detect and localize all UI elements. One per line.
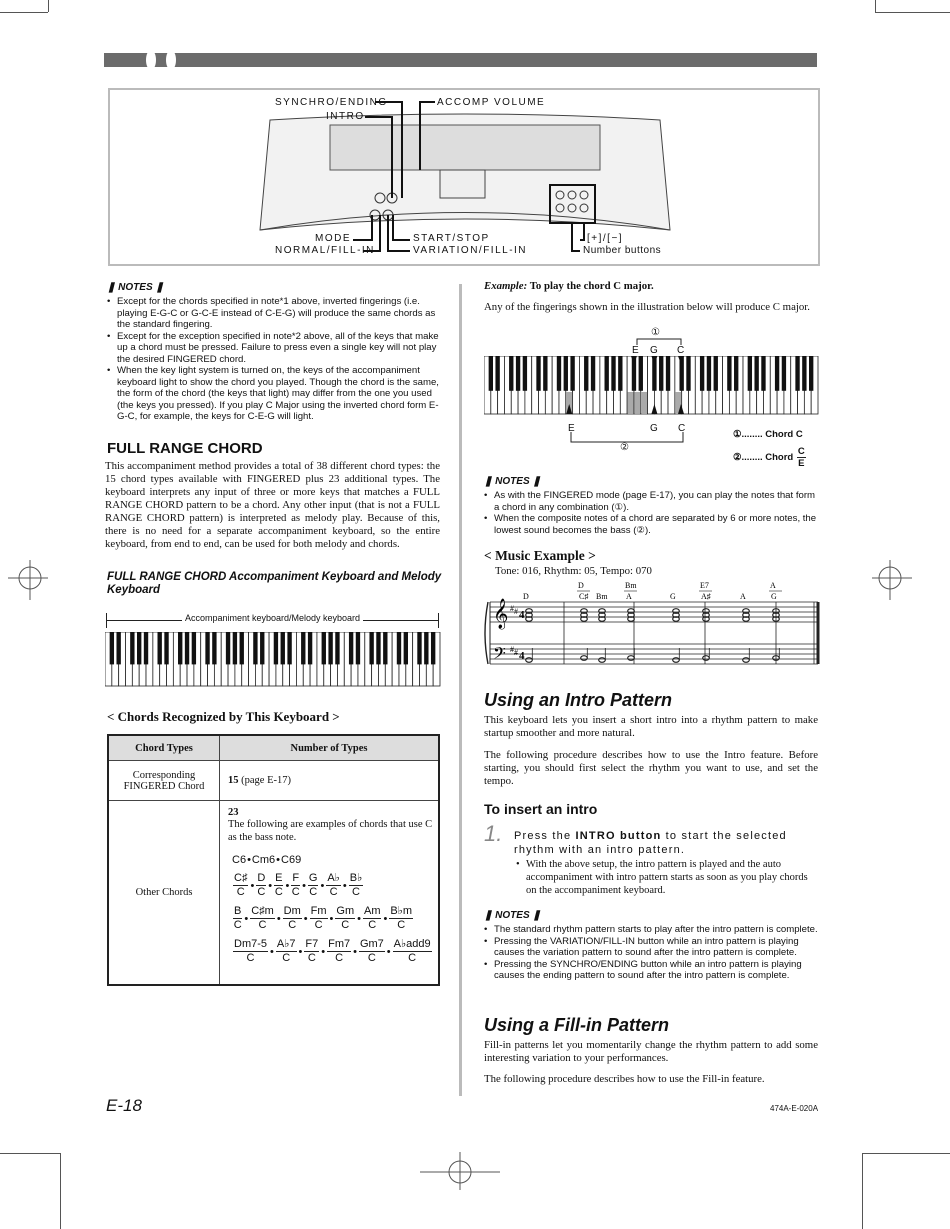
chord-example: $\frac{Am}{C}$ [363, 905, 381, 932]
black-key [700, 356, 704, 391]
black-key [584, 356, 588, 391]
chord-example: $\frac{C♯m}{C}$ [251, 905, 274, 932]
black-key [639, 356, 643, 391]
chords-table [107, 734, 440, 986]
example-body: Any of the fingerings shown in the illustration below will produce C major. [484, 301, 810, 313]
chord-example: $\frac{F7}{C}$ [305, 938, 319, 965]
black-key [431, 632, 435, 664]
crop-mark [0, 1153, 60, 1154]
intro-para-1: This keyboard lets you insert a short intro into a rhythm pattern to make startup smoother and more natural. [484, 714, 818, 739]
black-key [308, 632, 312, 664]
black-key [714, 356, 718, 391]
black-key [383, 632, 387, 664]
crop-mark [862, 1153, 863, 1229]
treble-clef: 𝄞 [493, 599, 509, 629]
black-key [611, 356, 615, 391]
col-header-chord-types: Chord Types [108, 735, 220, 761]
black-key [164, 632, 168, 664]
notes-heading: ❚ NOTES ❚ [484, 910, 541, 921]
cell-fingered: Corresponding FINGERED Chord [108, 761, 220, 801]
crop-mark [875, 0, 876, 12]
section-title-intro: Using an Intro Pattern [484, 690, 673, 710]
black-key [795, 356, 799, 391]
black-key [564, 356, 568, 391]
crop-mark [862, 1153, 950, 1154]
chord-separator-dot: • [276, 854, 281, 867]
staff-brace [485, 602, 488, 664]
label-start-stop: START/STOP [413, 233, 490, 244]
note-item: • As with the FINGERED mode (page E-17), you can play the notes that form a chord in any combination (①). [482, 490, 820, 513]
legend-chord-c: ①........ Chord C [733, 429, 803, 440]
cell-fingered-count: 15 (page E-17) [220, 761, 440, 801]
chord-separator-dot: • [383, 912, 388, 925]
chord-example: $\frac{B♭m}{C}$ [390, 905, 413, 932]
notes-list [482, 490, 820, 536]
notes-list [105, 296, 441, 423]
step-bullets [514, 858, 820, 897]
key-signature-sharp: # [514, 607, 518, 616]
black-key [570, 356, 574, 391]
circle-label-1: ① [651, 327, 660, 338]
bass-clef: 𝄢 [493, 643, 506, 667]
chord-symbol: A [770, 582, 776, 590]
note-item: • Except for the chords specified in note*1 above, inverted fingerings (i.e. playing E-G-C or G-C-E instead of C-E-G) will produce the same chords as the standard fingering. [105, 296, 441, 331]
note-item: • Pressing the VARIATION/FILL-IN button while an intro pattern is playing causes the variation pattern to sound after the intro pattern is complete. [482, 936, 820, 959]
black-key [417, 632, 421, 664]
chords-table-title: < Chords Recognized by This Keyboard > [107, 709, 340, 724]
circle-label-2: ② [620, 442, 629, 453]
black-key [137, 632, 141, 664]
cell-other-chords-detail: 23 The following are examples of chords that use C as the bass note. C6•Cm6•C69 $\frac{C♯}{C}$ • $\frac{D}{C}$ • $\frac{E}{C}$ • $\frac{F}{C}$ • $\frac{G}{C}$ • $\frac{A♭}{C}$ • $\frac{B♭}{C}$ $\frac{B}{C}$ • $\frac{C♯m}{C}$ • $\frac{Dm}{C}$ • $\frac{Fm}{C}$ • $\frac{Gm}{C}$ • $\frac{Am}{C}$ • $\frac{B♭m}{C}$ $\frac{Dm7-5}{C}$ • $\frac{A♭7}{C}$ • $\frac{F7}{C}$ • $\frac{Fm7}{C}$ • $\frac{Gm7}{C}$ • $\frac{\text{A♭add9}}{C}$ [220, 801, 440, 985]
chord-separator-dot: • [302, 879, 306, 892]
black-key [240, 632, 244, 664]
black-key [659, 356, 663, 391]
note-head [581, 656, 588, 661]
black-key [178, 632, 182, 664]
chord-separator-dot: • [321, 945, 326, 958]
page-number: E-18 [106, 1096, 142, 1115]
black-key [287, 632, 291, 664]
chord-example: $\frac{F}{C}$ [291, 872, 300, 899]
label-variation-fill-in: VARIATION/FILL-IN [413, 245, 528, 256]
chord-example: $\frac{B♭}{C}$ [349, 872, 363, 899]
black-key [404, 632, 408, 664]
black-key [397, 632, 401, 664]
chord-examples-line [232, 872, 434, 899]
note-head [673, 658, 680, 663]
notes-heading: ❚ NOTES ❚ [484, 476, 541, 487]
black-key [185, 632, 189, 664]
black-key [205, 632, 209, 664]
registration-mark [8, 560, 48, 600]
chord-separator-dot: • [303, 912, 308, 925]
chord-example: $\frac{Gm}{C}$ [336, 905, 355, 932]
black-key [226, 632, 230, 664]
note-item: • Except for the exception specified in note*2 above, all of the keys that make up a chord must be pressed. Failure to press even a single key will not play the desired FINGERED chord. [105, 331, 441, 366]
note-item: • When the key light system is turned on, the keys of the accompaniment keyboard light to show the chord you played. Though the chord is the same, the form of the chord (the keys that light) may differ from the one you used (the keys you pressed). If you play C Major using the inverted chord form E-G-C, for example, the keys for C-E-G will light. [105, 365, 441, 423]
header-bar [104, 53, 817, 67]
label-number-buttons: Number buttons [583, 245, 662, 256]
black-key [192, 632, 196, 664]
chord-example: $\frac{C♯}{C}$ [234, 872, 248, 899]
black-key [523, 356, 527, 391]
fill-in-para-1: Fill-in patterns let you momentarily change the rhythm pattern to add some interesting variation to your performances. [484, 1039, 818, 1064]
label-plus-minus: [+]/[−] [587, 233, 624, 244]
black-key [274, 632, 278, 664]
note-item: • When the composite notes of a chord are separated by 6 or more notes, the lowest sound becomes the bass (②). [482, 513, 820, 536]
chord-example: $\frac{B}{C}$ [233, 905, 242, 932]
chord-examples-line [232, 854, 434, 866]
black-key [281, 632, 285, 664]
keyboard-subtitle: FULL RANGE CHORD Accompaniment Keyboard and Melody Keyboard [107, 571, 442, 596]
black-key [335, 632, 339, 664]
chord-separator-dot: • [285, 879, 290, 892]
black-key [233, 632, 237, 664]
black-key [489, 356, 493, 391]
chord-example: $\frac{Dm}{C}$ [283, 905, 301, 932]
crop-mark [0, 12, 48, 13]
black-key [761, 356, 765, 391]
crop-mark [875, 12, 950, 13]
black-key [349, 632, 353, 664]
black-key [686, 356, 690, 391]
full-range-keyboard [105, 632, 441, 687]
chord-separator-dot: • [353, 945, 357, 958]
chord-separator-dot: • [276, 912, 281, 925]
fill-in-para-2: The following procedure describes how to use the Fill-in feature. [484, 1073, 765, 1085]
registration-mark [420, 1150, 500, 1190]
full-range-body: This accompaniment method provides a total of 38 different chord types: the 15 chord types available with FINGERED plus 23 additional types. The keyboard interprets any input of three or more keys that matches a FULL RANGE CHORD pattern to be a chord. Any other input (that is not a FULL RANGE CHORD pattern) is interpreted as melody play. Because of this, there is no need for a separate accompaniment keyboard, so the entire keyboard, from end to end, can be used for both melody and chords. [105, 460, 440, 550]
chord-example: $\frac{Dm7-5}{C}$ [234, 938, 268, 965]
chord-separator-dot: • [250, 879, 255, 892]
note-head [703, 656, 710, 661]
notes-heading: ❚ NOTES ❚ [107, 282, 164, 293]
chord-separator-dot: • [268, 879, 273, 892]
black-key [543, 356, 547, 391]
note-head [743, 658, 750, 663]
chord-example: $\frac{Gm7}{C}$ [359, 938, 384, 965]
black-key [727, 356, 731, 391]
chord-examples-line [232, 905, 434, 932]
highlighted-key [634, 392, 640, 413]
note-item: • The standard rhythm pattern starts to play after the intro pattern is complete. [482, 924, 820, 936]
black-key [322, 632, 326, 664]
intro-para-2: The following procedure describes how to use the Intro feature. Before starting, you should first select the rhythm you want to use, and set the tempo. [484, 749, 818, 787]
col-header-number-of-types: Number of Types [220, 735, 440, 761]
crop-mark [60, 1153, 61, 1229]
black-key [516, 356, 520, 391]
chord-example: C6 [232, 854, 247, 866]
highlighted-key [641, 392, 647, 413]
label-normal-fill-in: NORMAL/FILL-IN [275, 245, 375, 256]
highlighted-key [628, 392, 634, 413]
chord-separator-dot: • [386, 945, 391, 958]
chord-example: $\frac{G}{C}$ [308, 872, 318, 899]
chord-symbol: G [670, 592, 676, 601]
label-intro: INTRO [326, 111, 365, 122]
header-bar-notch [166, 50, 176, 70]
black-key [144, 632, 148, 664]
black-key [212, 632, 216, 664]
c-major-keyboard [484, 356, 819, 418]
chord-separator-dot: • [357, 912, 361, 925]
chord-symbol: D [523, 592, 529, 601]
chord-example: $\frac{Fm}{C}$ [310, 905, 327, 932]
chord-separator-dot: • [342, 879, 347, 892]
black-key [110, 632, 114, 664]
black-key [130, 632, 134, 664]
chord-symbol: Bm [625, 582, 637, 590]
key-signature-sharp: # [510, 645, 514, 654]
full-range-keyboard-label: Accompaniment keyboard/Melody keyboard [106, 613, 439, 623]
label-mode: MODE [315, 233, 351, 244]
subsection-insert-intro: To insert an intro [484, 801, 598, 817]
chord-symbol: D [578, 582, 584, 590]
column-divider [459, 284, 462, 1096]
chord-symbol-bass: C♯ [579, 592, 589, 601]
black-key [748, 356, 752, 391]
chord-separator-dot: • [270, 945, 274, 958]
black-key [495, 356, 499, 391]
header-bar-notch [146, 50, 156, 70]
chord-symbol: Bm [596, 592, 608, 601]
chord-example: $\frac{A♭}{C}$ [327, 872, 340, 899]
chord-separator-dot: • [329, 912, 334, 925]
note-item: • Pressing the SYNCHRO/ENDING button while an intro pattern is playing causes the ending pattern to sound after the intro pattern is complete. [482, 959, 820, 982]
bottom-note-g: G [650, 423, 658, 434]
top-note-e: E [632, 345, 639, 356]
chord-example: C69 [281, 854, 302, 866]
chord-symbol-bass: A♯ [701, 592, 711, 601]
music-example-info: Tone: 016, Rhythm: 05, Tempo: 070 [495, 565, 652, 577]
document-code: 474A-E-020A [770, 1104, 819, 1113]
section-title-full-range: FULL RANGE CHORD [107, 440, 263, 457]
chord-separator-dot: • [298, 945, 303, 958]
black-key [369, 632, 373, 664]
cell-other-chords: Other Chords [108, 801, 220, 985]
key-signature-sharp: # [514, 648, 518, 657]
registration-mark [872, 560, 912, 600]
top-note-c: C [677, 345, 685, 356]
black-key [356, 632, 360, 664]
black-key [809, 356, 813, 391]
keyboard-panel-illustration [108, 88, 820, 266]
music-score [484, 582, 820, 674]
section-title-fill-in: Using a Fill-in Pattern [484, 1015, 670, 1035]
black-key [782, 356, 786, 391]
chord-example: Cm6 [251, 854, 276, 866]
step-bullet: • With the above setup, the intro pattern is played and the auto accompaniment with intro pattern starts as soon as you play chords on the accompaniment keyboard. [514, 858, 820, 897]
black-key [618, 356, 622, 391]
black-key [376, 632, 380, 664]
black-key [301, 632, 305, 664]
chord-symbol: A [740, 592, 746, 601]
black-key [754, 356, 758, 391]
black-key [775, 356, 779, 391]
label-accomp-volume: ACCOMP VOLUME [437, 97, 546, 108]
note-head [628, 656, 635, 661]
black-key [116, 632, 120, 664]
chord-symbol: E7 [700, 582, 709, 590]
chord-example: $\frac{\text{A♭add9}}{C}$ [393, 938, 431, 965]
chord-separator-dot: • [247, 854, 251, 867]
crop-mark [48, 0, 49, 12]
key-signature-sharp: # [510, 604, 514, 613]
black-key [591, 356, 595, 391]
legend-chord-c-over-e: ②........ Chord $\frac{C}{E}$ [733, 446, 805, 469]
chord-symbol-bass: A [626, 592, 632, 601]
notes-list [482, 924, 820, 982]
chord-example: $\frac{Fm7}{C}$ [328, 938, 351, 965]
black-key [424, 632, 428, 664]
black-key [734, 356, 738, 391]
black-key [605, 356, 609, 391]
black-key [328, 632, 332, 664]
black-key [536, 356, 540, 391]
black-key [260, 632, 264, 664]
black-key [666, 356, 670, 391]
black-key [253, 632, 257, 664]
black-key [509, 356, 513, 391]
chord-examples-line [232, 938, 434, 965]
black-key [557, 356, 561, 391]
step-number: 1. [484, 821, 503, 846]
note-head [599, 658, 606, 663]
time-signature: 4 [519, 609, 525, 621]
label-synchro-ending: SYNCHRO/ENDING [275, 97, 388, 108]
chord-example: $\frac{D}{C}$ [257, 872, 266, 899]
example-heading: Example: To play the chord C major. [484, 280, 654, 292]
top-note-g: G [650, 345, 658, 356]
note-head [526, 658, 533, 663]
step-text: Press the INTRO button to start the selected rhythm with an intro pattern. [514, 830, 787, 856]
music-example-title: < Music Example > [484, 548, 596, 563]
black-key [158, 632, 162, 664]
time-signature: 4 [519, 650, 525, 662]
chord-example: $\frac{A♭7}{C}$ [276, 938, 296, 965]
black-key [707, 356, 711, 391]
black-key [802, 356, 806, 391]
bottom-note-c: C [678, 423, 686, 434]
chord-example: $\frac{E}{C}$ [274, 872, 283, 899]
bracket-2 [565, 432, 695, 444]
bottom-note-e: E [568, 423, 575, 434]
chord-symbol-bass: G [771, 592, 777, 601]
chord-separator-dot: • [244, 912, 249, 925]
chord-separator-dot: • [320, 879, 325, 892]
